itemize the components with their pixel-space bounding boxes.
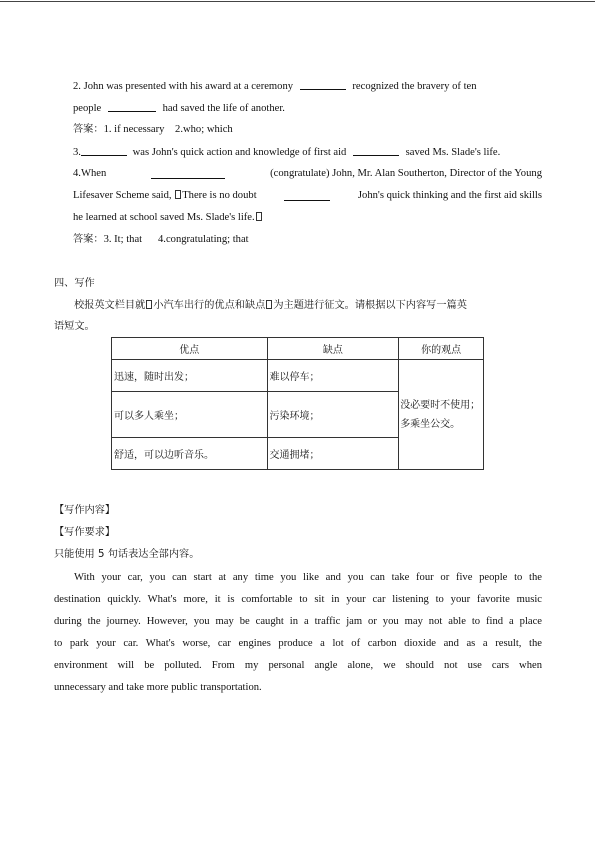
header-pros: 优点	[112, 338, 268, 360]
question-2-line-2: people had saved the life of another.	[73, 103, 285, 114]
question-3-line: 3. was John's quick action and knowledge of first aid saved Ms. Slade's life.	[73, 147, 501, 158]
header-opinion: 你的观点	[399, 338, 484, 360]
essay-line: unnecessary and take more public transportation.	[54, 682, 262, 693]
writing-intro-line-2: 语短文。	[54, 321, 95, 332]
pro-cell: 可以多人乘坐；	[112, 392, 268, 438]
answer-text: 3. It; that 4.congratulating; that	[103, 234, 249, 245]
table-row	[112, 360, 484, 392]
question-4-number: 4.When	[73, 168, 107, 179]
question-4-line-2: Lifesaver Scheme said, There is no doubt John's quick thinking and the first aid skills	[73, 190, 542, 201]
blank	[151, 168, 225, 179]
question-4-line-1: 4.When (congratulate) John, Mr. Alan Southerton, Director of the Young	[73, 168, 542, 179]
answer-line-1	[73, 123, 233, 137]
pro-cell: 迅速，随时出发；	[112, 360, 268, 392]
essay-line: destination quickly. What's more, it is comfortable to sit in your car listening to your favorite music	[54, 594, 542, 605]
essay-line: during the journey. However, you may be caught in a traffic jam or you may not able to find a place	[54, 616, 542, 627]
answer-label: 答案：	[73, 234, 104, 245]
blank	[300, 79, 346, 90]
essay-line: environment will be polluted. From my personal angle alone, we should not use cars when	[54, 660, 542, 671]
question-4-line-3: he learned at school saved Ms. Slade's life.	[73, 211, 263, 225]
missing-glyph-icon	[256, 212, 262, 221]
header-rule	[0, 1, 595, 2]
blank	[81, 145, 127, 156]
missing-glyph-icon	[175, 190, 181, 199]
header-cons: 缺点	[267, 338, 399, 360]
essay-line: to park your car. What's worse, car engines produce a lot of carbon dioxide and as a result, the	[54, 638, 542, 649]
writing-requirement-text: 只能使用 5 句话表达全部内容。	[54, 549, 200, 560]
writing-requirement-label: 【写作要求】	[54, 527, 116, 538]
missing-glyph-icon	[146, 300, 152, 309]
question-2-line-1: 2. John was presented with his award at a ceremony recognized the bravery of ten	[73, 81, 477, 92]
question-2-number: 2.	[73, 81, 81, 92]
essay-line: With your car, you can start at any time you like and you can take four or five people to the	[74, 572, 542, 583]
blank	[353, 145, 399, 156]
blank	[284, 190, 330, 201]
pros-cons-table	[111, 337, 484, 470]
missing-glyph-icon	[266, 300, 272, 309]
opinion-cell: 没必要时不使用； 多乘坐公交。	[399, 360, 484, 470]
con-cell: 难以停车；	[267, 360, 399, 392]
pro-cell: 舒适，可以边听音乐。	[112, 438, 268, 470]
table-header-row	[112, 338, 484, 360]
answer-text: 1. if necessary 2.who; which	[103, 124, 233, 135]
question-3-number: 3.	[73, 147, 81, 158]
writing-content-label: 【写作内容】	[54, 505, 116, 516]
con-cell: 污染环境；	[267, 392, 399, 438]
section-heading: 四、写作	[54, 278, 95, 289]
blank	[108, 101, 156, 112]
con-cell: 交通拥堵；	[267, 438, 399, 470]
answer-label: 答案：	[73, 124, 104, 135]
writing-intro-line-1: 校报英文栏目就 小汽车出行的优点和缺点 为主题进行征文。请根据以下内容写一篇英	[74, 300, 467, 311]
answer-line-2	[73, 233, 249, 247]
